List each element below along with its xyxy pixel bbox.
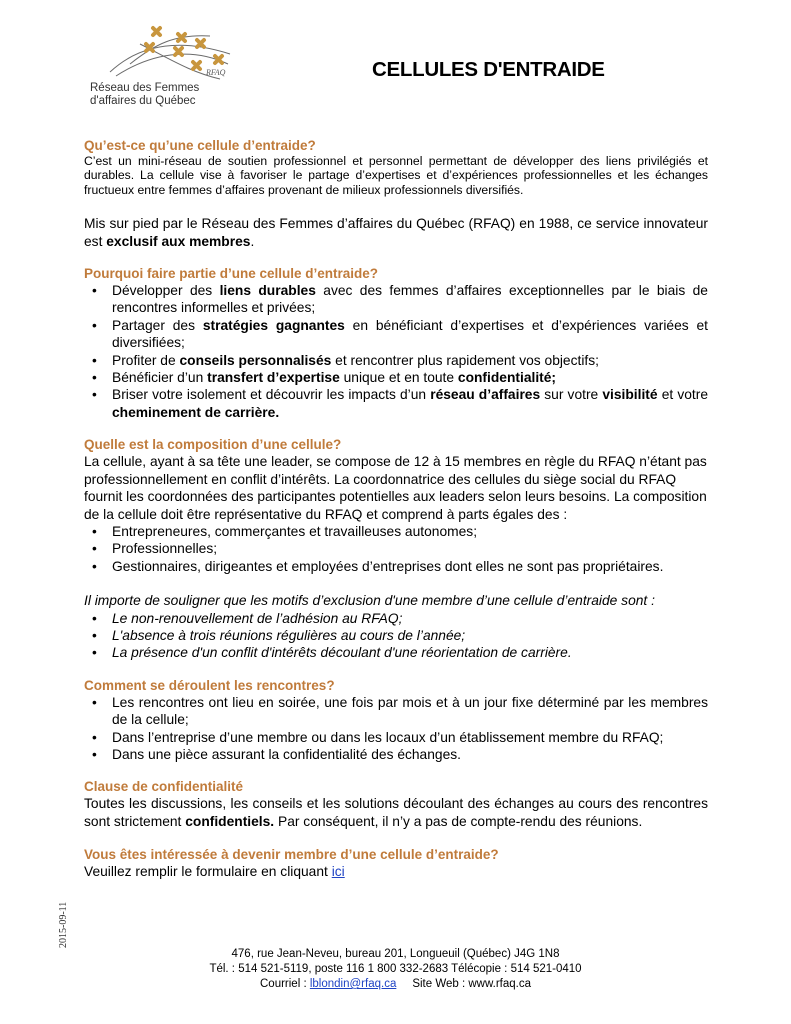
list-item: [84, 627, 708, 644]
bold-run: exclusif aux membres: [106, 233, 251, 249]
bold-run: transfert d’expertise: [207, 370, 340, 386]
bullet-icon: •: [92, 541, 97, 557]
text-run: en bénéficiant d’expertises et d’expériences variées et diversifiées;: [112, 317, 708, 351]
composition-paragraph: La cellule, ayant à sa tête une leader, se compose de 12 à 15 membres en règle du RFAQ n’étant pas professionnellement en conflit d’intérêts. La coordonnatrice des cellules du siège social du RFAQ fournit les coordonnées des participantes potentielles aux leaders selon leurs besoins. La composition de la cellule doit être représentative du RFAQ et comprend à parts égales des :: [84, 454, 707, 522]
exclusion-intro: Il importe de souligner que les motifs d’exclusion d'une membre d’une cellule d’entraide sont :: [84, 593, 655, 609]
section-heading-meetings: Comment se déroulent les rencontres?: [84, 677, 335, 693]
bullet-icon: •: [92, 317, 97, 333]
list-item: [84, 694, 708, 729]
section-heading-confidentiality: Clause de confidentialité: [84, 779, 244, 795]
bold-run: cheminement de carrière.: [112, 404, 280, 420]
meetings-list: [84, 694, 708, 764]
join-paragraph: [84, 863, 708, 880]
list-item: [84, 610, 708, 627]
list-item: [84, 386, 708, 421]
bullet-icon: •: [92, 610, 97, 626]
bullet-icon: •: [92, 523, 97, 539]
document-title: CELLULES D'ENTRAIDE: [372, 58, 605, 81]
footer-phone: Tél. : 514 521-5119, poste 116 1 800 332-2683 Télécopie : 514 521-0410: [209, 963, 582, 975]
founded-paragraph: [84, 215, 708, 250]
bullet-icon: •: [92, 387, 97, 403]
list-item-text: Les rencontres ont lieu en soirée, une fois par mois et à un jour fixe déterminé par les membres de la cellule;: [112, 694, 708, 728]
list-item: [84, 729, 708, 746]
logo-line-1: Réseau des Femmes: [90, 82, 200, 94]
bullet-icon: •: [92, 283, 97, 299]
logo-wordmark: [90, 82, 199, 108]
list-item-text: Entrepreneures, commerçantes et travailleuses autonomes;: [112, 523, 478, 539]
bold-run: conseils personnalisés: [179, 352, 332, 368]
rfaq-logo: [80, 24, 240, 124]
list-item: [84, 282, 708, 317]
text-run: Développer des: [112, 283, 220, 299]
composition-list: [84, 523, 708, 575]
list-item-text: Professionnelles;: [112, 541, 218, 557]
section-heading-what-is: Qu’est-ce qu’une cellule d’entraide?: [84, 138, 316, 153]
bullet-icon: •: [92, 729, 97, 745]
list-item-text: Dans une pièce assurant la confidentialité des échanges.: [112, 746, 461, 762]
list-item: [84, 746, 708, 763]
list-item-text: L'absence à trois réunions régulières au cours de l’année;: [112, 627, 466, 643]
text-run: sur votre: [540, 387, 603, 403]
bold-run: visibilité: [602, 387, 658, 403]
website-text: Site Web : www.rfaq.ca: [396, 978, 531, 990]
text-run: Toutes les discussions, les conseils et les solutions découlant des échanges au cours des rencontres sont strictement: [84, 796, 708, 829]
bullet-icon: •: [92, 627, 97, 643]
list-item: [84, 369, 708, 386]
form-link[interactable]: ici: [331, 864, 345, 880]
exclusion-list: [84, 610, 708, 662]
text-run: Briser votre isolement et découvrir les impacts d’un: [112, 387, 431, 403]
text-run: et rencontrer plus rapidement vos objectifs;: [331, 352, 599, 368]
bold-run: stratégies gagnantes: [202, 317, 345, 333]
list-item: [84, 317, 708, 352]
list-item-text: Gestionnaires, dirigeantes et employées d’entreprises dont elles ne sont pas propriétaires.: [112, 558, 664, 574]
bullet-icon: •: [92, 694, 97, 710]
footer-contact: [0, 977, 791, 992]
list-item: [84, 352, 708, 369]
text-run: Partager des: [112, 317, 203, 333]
logo-line-2: d'affaires du Québec: [90, 95, 196, 107]
section-heading-join: Vous êtes intéressée à devenir membre d’une cellule d’entraide?: [84, 847, 499, 863]
bold-run: réseau d’affaires: [430, 387, 541, 403]
footer-address: 476, rue Jean-Neveu, bureau 201, Longueuil (Québec) J4G 1N8: [231, 948, 560, 960]
list-item: [84, 558, 708, 575]
list-item: [84, 540, 708, 557]
bullet-icon: •: [92, 352, 97, 368]
confidentiality-paragraph: [84, 795, 708, 830]
section-heading-composition: Quelle est la composition d’une cellule?: [84, 437, 342, 453]
text-run: .: [250, 233, 255, 249]
bullet-icon: •: [92, 370, 97, 386]
list-item: [84, 644, 708, 661]
bullet-icon: •: [92, 645, 97, 661]
section-heading-why-join: Pourquoi faire partie d’une cellule d’entraide?: [84, 266, 379, 282]
text-run: Mis sur pied par le Réseau des Femmes d’affaires du Québec (RFAQ) en 1988, ce service innovateur est: [84, 216, 708, 249]
footer: [0, 947, 791, 992]
text-run: Veuillez remplir le formulaire en cliquant: [84, 864, 332, 880]
list-item-text: Le non-renouvellement de l’adhésion au RFAQ;: [112, 610, 403, 626]
bold-run: confidentiels.: [185, 813, 275, 829]
bullet-icon: •: [92, 558, 97, 574]
text-run: unique et en toute: [339, 370, 458, 386]
benefits-list: [84, 282, 708, 421]
what-is-paragraph: C’est un mini-réseau de soutien professionnel et personnel permettant de développer des liens privilégiés et durables. La cellule vise à favoriser le partage d’expertises et d’expériences professionnelles et les échanges fructueux entre femmes d’affaires provenant de milieux professionnels diversifiés.: [84, 154, 708, 197]
text-run: Profiter de: [112, 352, 180, 368]
email-label: Courriel :: [260, 978, 310, 990]
text-run: Bénéficier d’un: [112, 370, 208, 386]
email-link[interactable]: lblondin@rfaq.ca: [309, 978, 397, 990]
bullet-icon: •: [92, 746, 97, 762]
text-run: Par conséquent, il n’y a pas de compte-rendu des réunions.: [274, 813, 643, 829]
document-body: [84, 138, 708, 881]
list-item: [84, 523, 708, 540]
list-item-text: La présence d'un conflit d'intérêts découlant d'une réorientation de carrière.: [112, 645, 572, 661]
text-run: et votre: [657, 387, 708, 403]
side-date: 2015-09-11: [58, 901, 69, 948]
bold-run: confidentialité;: [457, 370, 557, 386]
logo-abbreviation: RFAQ: [206, 68, 226, 77]
list-item-text: Dans l’entreprise d’une membre ou dans les locaux d’un établissement membre du RFAQ;: [112, 729, 664, 745]
text-run: avec des femmes d’affaires exceptionnelles par le biais de rencontres informelles et privées;: [112, 283, 708, 316]
bold-run: liens durables: [219, 283, 316, 299]
